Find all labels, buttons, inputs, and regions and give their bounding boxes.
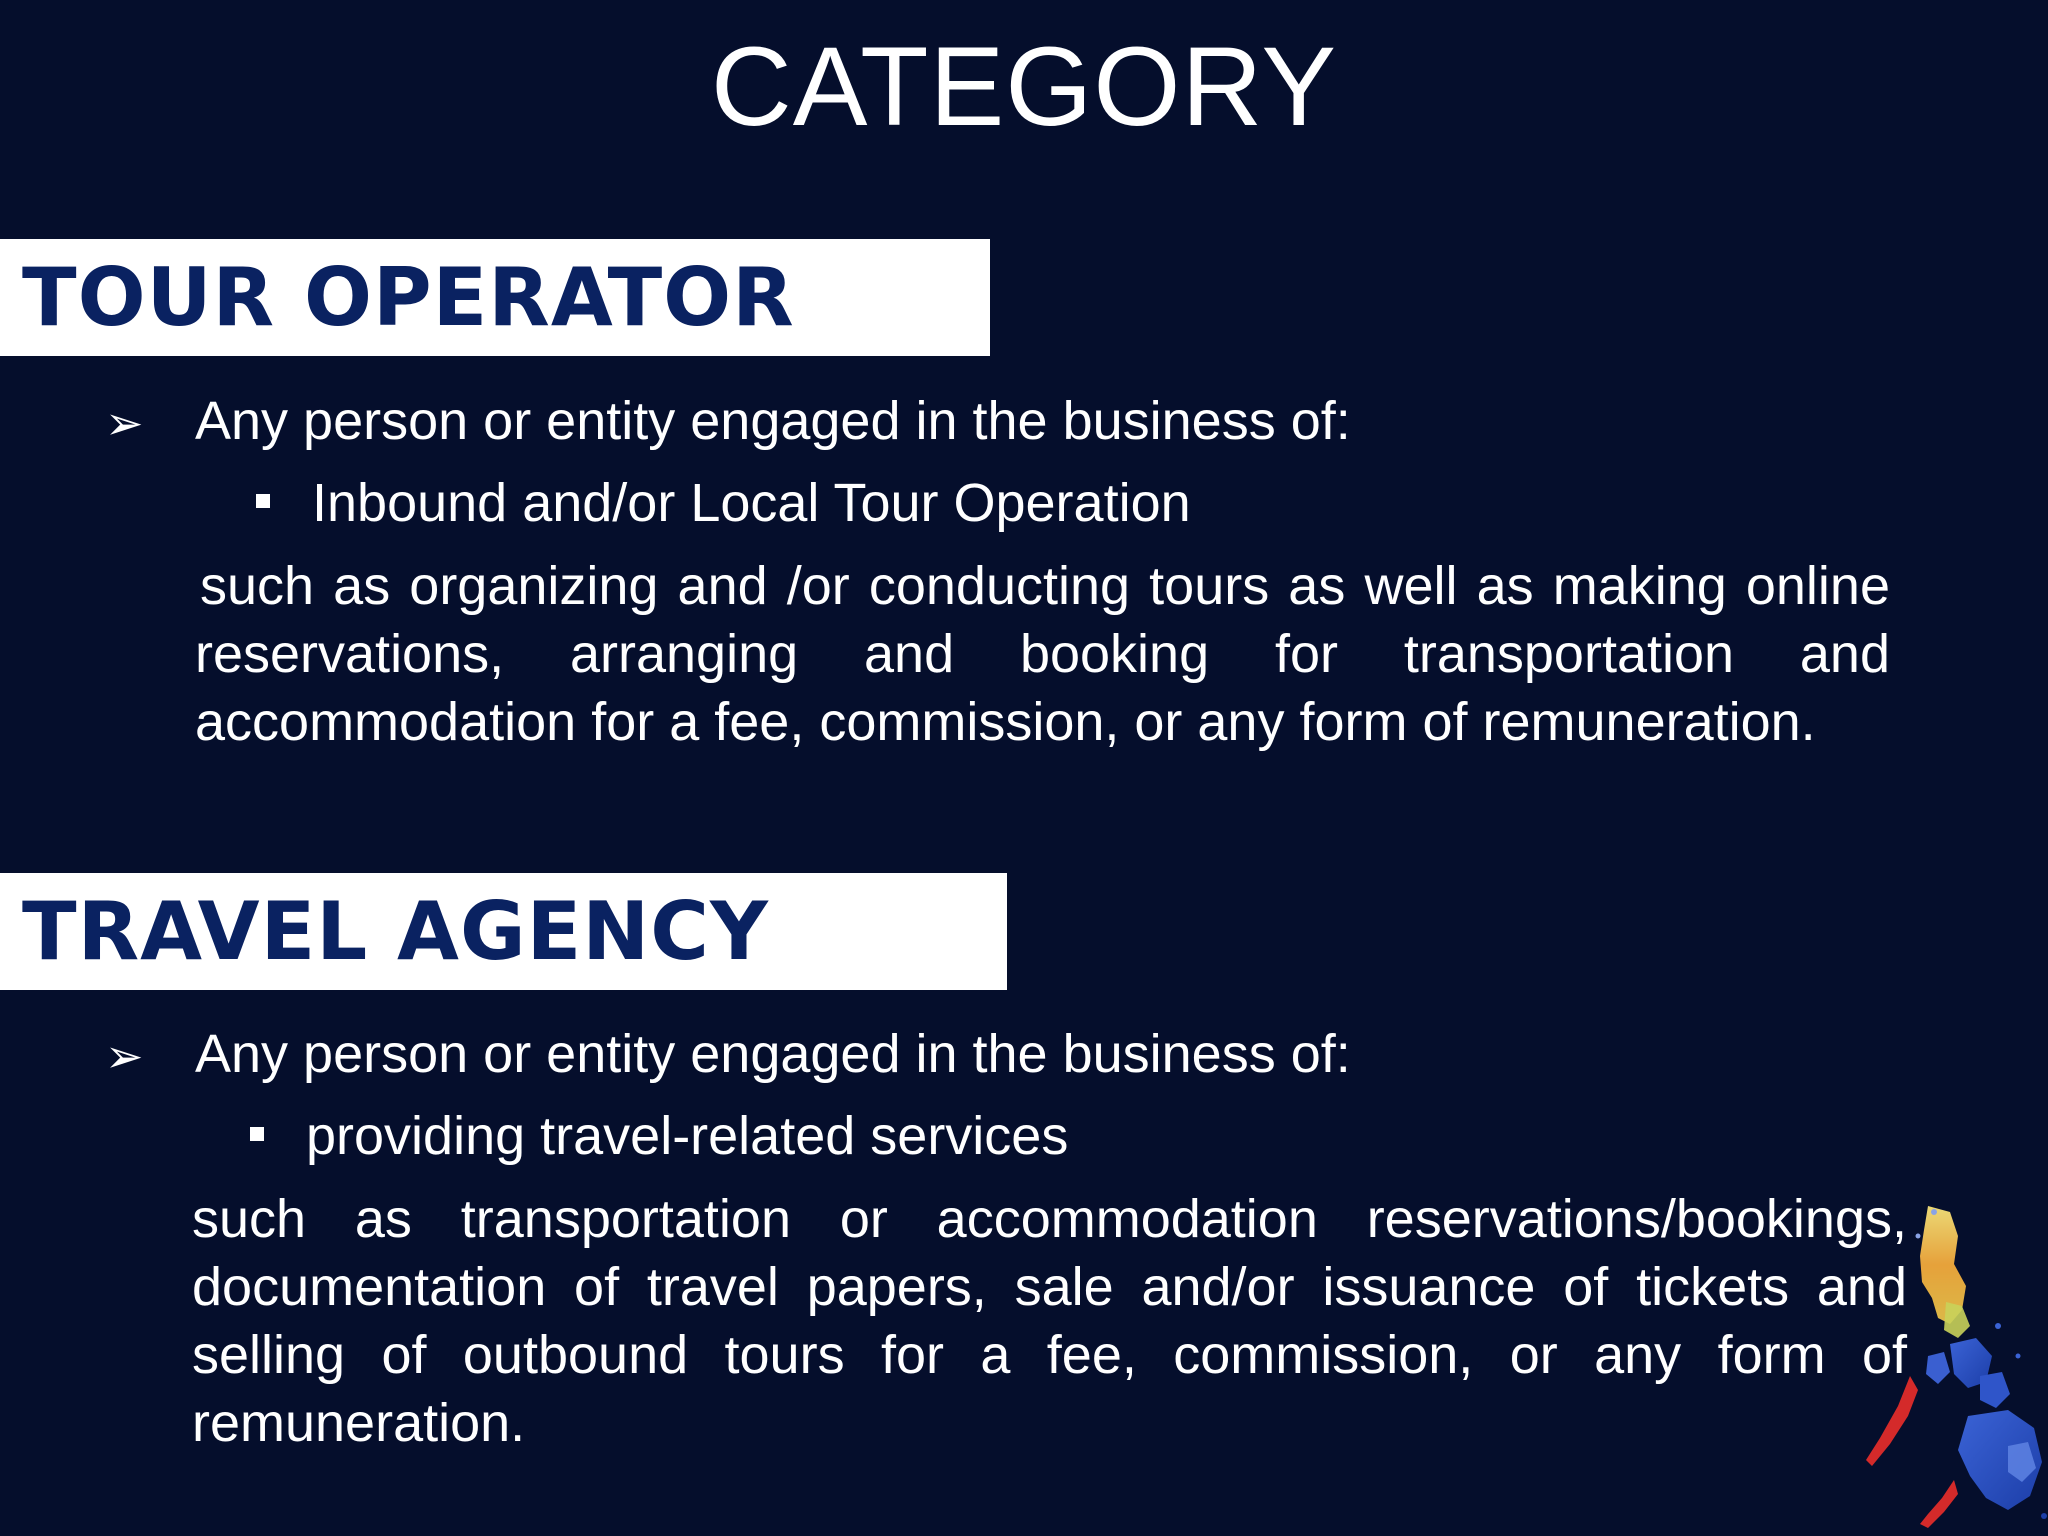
section-1-sub-bullet: [256, 469, 1191, 537]
arrowhead-bullet-icon: ➢: [105, 396, 144, 450]
section-1-bullet-text: Any person or entity engaged in the business of:: [195, 391, 1351, 451]
slide-title: CATEGORY: [710, 24, 1338, 149]
section-2-sub-bullet: [250, 1102, 1068, 1170]
section-2-description: such as transportation or accommodation reservations/bookings, documentation of travel papers, sale and/or issuance of tickets and selling of outbound tours for a fee, commission, or any form of remuneration.: [192, 1189, 1907, 1453]
section-2-sub-bullet-text: providing travel-related services: [306, 1106, 1069, 1166]
section-1-description: such as organizing and /or conducting tours as well as making online reservations, arranging and booking for transportation and accommodation for a fee, commission, or any form of remuneration.: [195, 556, 1890, 752]
section-1-sub-bullet-text: Inbound and/or Local Tour Operation: [312, 473, 1191, 533]
section-2-bullet: [105, 1020, 1351, 1090]
section-heading-tour-operator: TOUR OPERATOR: [0, 239, 990, 356]
section-1-bullet: [105, 387, 1351, 457]
arrowhead-bullet-icon: ➢: [105, 1029, 144, 1083]
square-bullet-icon: [250, 1127, 264, 1141]
square-bullet-icon: [256, 494, 270, 508]
section-heading-travel-agency: TRAVEL AGENCY: [0, 873, 1007, 990]
philippines-map-icon: [1858, 1206, 2048, 1536]
section-2-bullet-text: Any person or entity engaged in the business of:: [195, 1024, 1351, 1084]
